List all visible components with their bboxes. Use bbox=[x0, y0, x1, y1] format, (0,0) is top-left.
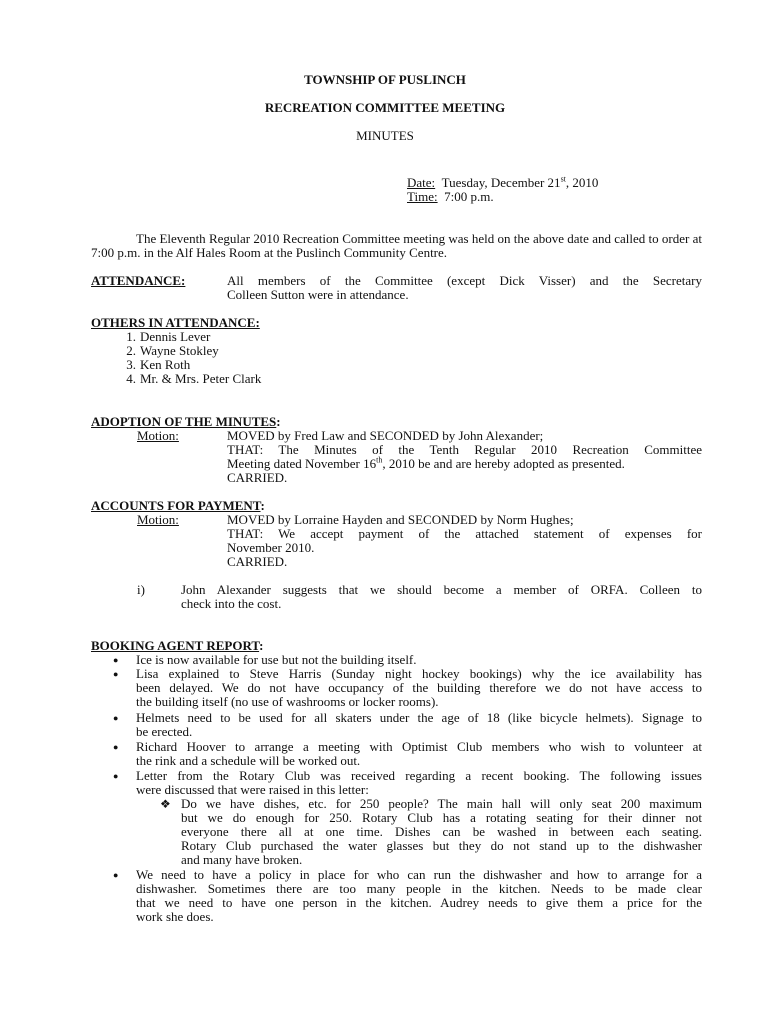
date-line bbox=[407, 176, 598, 190]
accounts-heading: ACCOUNTS FOR PAYMENT: bbox=[91, 498, 265, 513]
date-label: Date: bbox=[407, 175, 436, 190]
minutes-title: MINUTES bbox=[356, 128, 414, 143]
accounts-that-1: THAT: We accept payment of the attached statement of expenses for bbox=[227, 526, 702, 541]
booking-bullet-3-line-2: be erected. bbox=[136, 724, 193, 739]
booking-bullet-6-line-1: We need to have a policy in place for who can run the dishwasher and how to arrange for a bbox=[136, 867, 702, 882]
bullet-icon: ● bbox=[113, 771, 119, 781]
booking-bullet-3-line-1: Helmets need to be used for all skaters under the age of 18 (like bicycle helmets). Signage to bbox=[136, 710, 702, 725]
booking-bullet-1: Ice is now available for use but not the building itself. bbox=[136, 652, 417, 667]
sub-bullet-line-2: but we do enough for 250. Rotary Club has a rotating seating for their dinner not bbox=[181, 810, 702, 825]
attendance-line-2: Colleen Sutton were in attendance. bbox=[227, 287, 409, 302]
time-value: 7:00 p.m. bbox=[444, 189, 494, 204]
adoption-heading: ADOPTION OF THE MINUTES: bbox=[91, 414, 281, 429]
bullet-icon: ● bbox=[113, 742, 119, 752]
time-line bbox=[407, 190, 494, 204]
attendance-line-1: All members of the Committee (except Dick Visser) and the Secretary bbox=[227, 273, 702, 288]
adoption-carried: CARRIED. bbox=[227, 470, 288, 485]
accounts-that-2: November 2010. bbox=[227, 540, 315, 555]
booking-bullet-4-line-1: Richard Hoover to arrange a meeting with Optimist Club members who wish to volunteer at bbox=[136, 739, 702, 754]
booking-bullet-6-line-3: that we need to have one person in the kitchen. Audrey needs to give them a price for the bbox=[136, 895, 702, 910]
list-item: 2. Wayne Stokley bbox=[126, 343, 219, 358]
bullet-icon: ● bbox=[113, 669, 119, 679]
booking-bullet-6-line-2: dishwasher. Sometimes there are too many people in the kitchen. Needs to be made clear bbox=[136, 881, 702, 896]
sub-bullet-line-1: Do we have dishes, etc. for 250 people? The main hall will only seat 200 maximum bbox=[181, 796, 702, 811]
accounts-carried: CARRIED. bbox=[227, 554, 288, 569]
booking-bullet-6-line-4: work she does. bbox=[136, 909, 214, 924]
diamond-bullet-icon: ❖ bbox=[160, 797, 171, 811]
booking-bullet-2-line-2: been delayed. We do not have occupancy of the building therefore we do not have access to bbox=[136, 680, 702, 695]
booking-bullet-2-line-1: Lisa explained to Steve Harris (Sunday night hockey bookings) why the ice availability has bbox=[136, 666, 702, 681]
list-item: 1. Dennis Lever bbox=[126, 329, 211, 344]
sub-bullet-line-4: Rotary Club purchased the water glasses but they do not stand up to the dishwasher bbox=[181, 838, 702, 853]
date-value: Tuesday, December 21st, 2010 bbox=[441, 174, 599, 190]
booking-heading: BOOKING AGENT REPORT: bbox=[91, 638, 264, 653]
accounts-item-line-2: check into the cost. bbox=[181, 596, 282, 611]
bullet-icon: ● bbox=[113, 870, 119, 880]
adoption-moved: MOVED by Fred Law and SECONDED by John Alexander; bbox=[227, 428, 544, 443]
adoption-motion-label: Motion: bbox=[137, 428, 179, 443]
accounts-item-line-1: John Alexander suggests that we should become a member of ORFA. Colleen to bbox=[181, 582, 702, 597]
township-title: TOWNSHIP OF PUSLINCH bbox=[304, 72, 466, 87]
accounts-item-marker: i) bbox=[137, 582, 145, 597]
booking-bullet-5-line-2: were discussed that were raised in this letter: bbox=[136, 782, 369, 797]
others-list bbox=[116, 330, 261, 386]
intro-paragraph: The Eleventh Regular 2010 Recreation Committee meeting was held on the above date and called to order at 7:00 p.m. in the Alf Hales Room at the Puslinch Community Centre. bbox=[91, 231, 702, 260]
adoption-that-2: Meeting dated November 16th, 2010 be and are hereby adopted as presented. bbox=[227, 455, 625, 471]
booking-bullet-2-line-3: the building itself (no use of washrooms or locker rooms). bbox=[136, 694, 439, 709]
bullet-icon: ● bbox=[113, 655, 119, 665]
sub-bullet-line-3: everyone there all at one time. Dishes can be washed in between each seating. bbox=[181, 824, 702, 839]
accounts-moved: MOVED by Lorraine Hayden and SECONDED by Norm Hughes; bbox=[227, 512, 574, 527]
booking-bullet-5-line-1: Letter from the Rotary Club was received regarding a recent booking. The following issues bbox=[136, 768, 702, 783]
time-label: Time: bbox=[407, 189, 438, 204]
others-heading: OTHERS IN ATTENDANCE: bbox=[91, 315, 260, 330]
list-item: 3. Ken Roth bbox=[126, 357, 191, 372]
list-item: 4. Mr. & Mrs. Peter Clark bbox=[126, 371, 262, 386]
accounts-motion-label: Motion: bbox=[137, 512, 179, 527]
sub-bullet-line-5: and many have broken. bbox=[181, 852, 303, 867]
booking-bullet-4-line-2: the rink and a schedule will be worked out. bbox=[136, 753, 361, 768]
attendance-heading: ATTENDANCE: bbox=[91, 273, 186, 288]
adoption-that-1: THAT: The Minutes of the Tenth Regular 2010 Recreation Committee bbox=[227, 442, 702, 457]
bullet-icon: ● bbox=[113, 713, 119, 723]
committee-title: RECREATION COMMITTEE MEETING bbox=[264, 100, 506, 115]
